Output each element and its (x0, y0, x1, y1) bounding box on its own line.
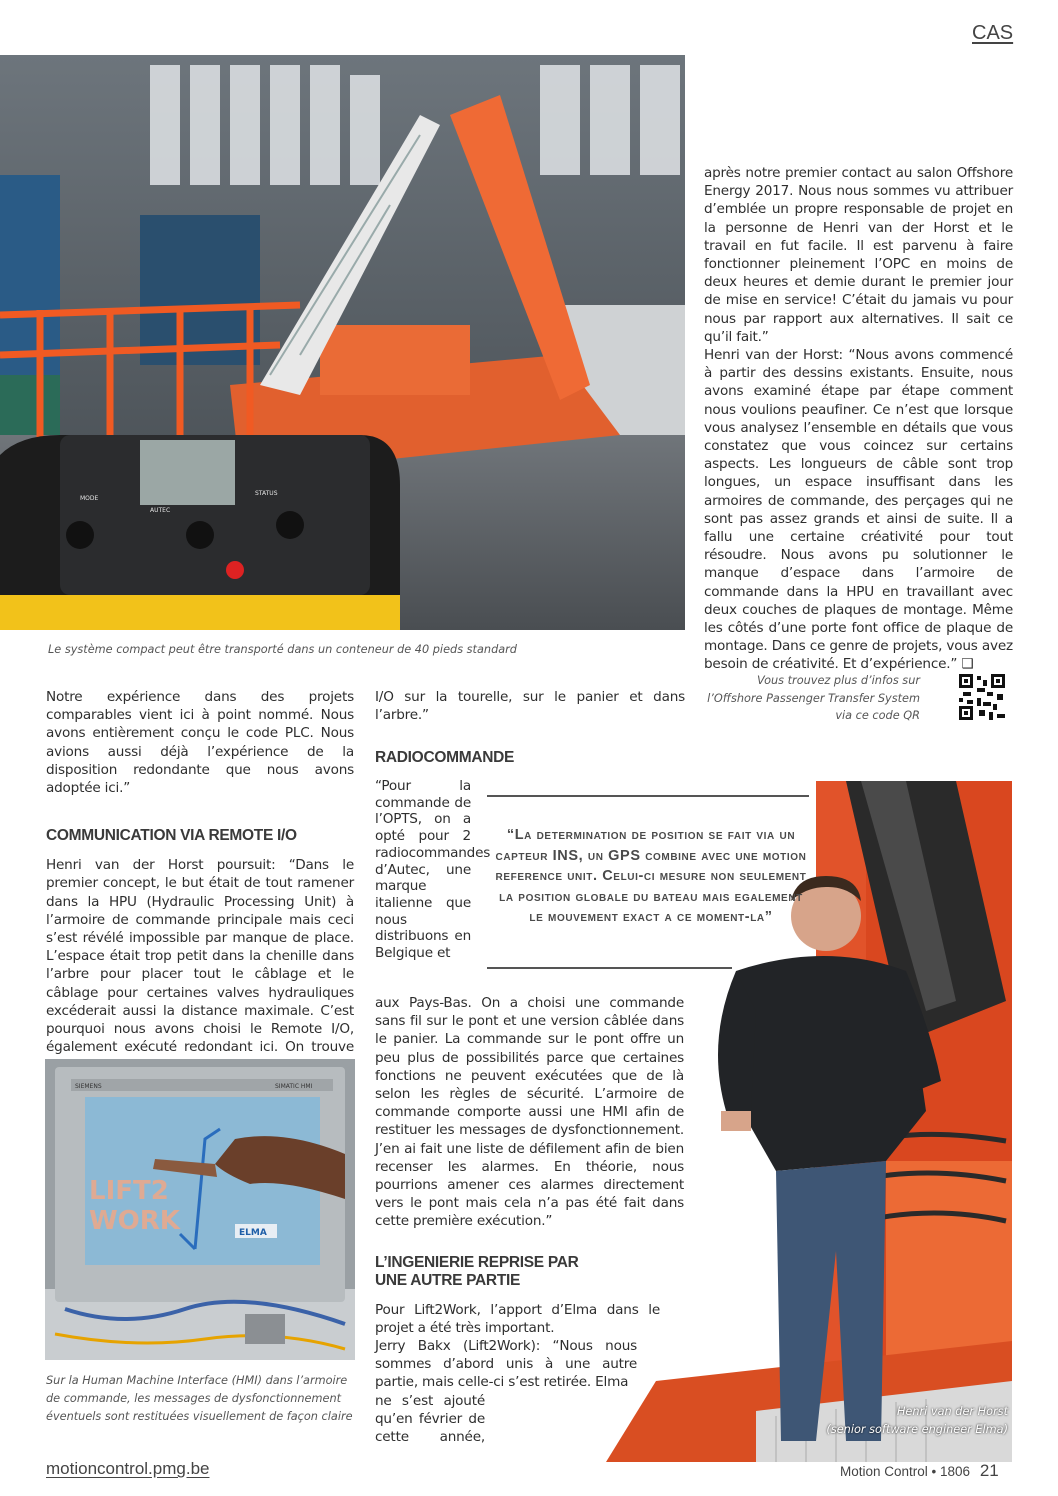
left-paragraph-1: Notre expérience dans des projets comparables vient ici à point nommé. Nous avons entièrement conçu le code PLC. Nous avions aussi déjà l’expérience de la disposition redondante que nous avons adoptée ici.” (46, 689, 354, 797)
middle-paragraph-3: Pour Lift2Work, l’apport d’Elma dans le projet a été très important. (375, 1302, 660, 1337)
pull-quote-top-rule (487, 795, 809, 797)
footer-magazine-label: Motion Control • 1806 (840, 1464, 971, 1479)
middle-paragraph-2-rest: aux Pays-Bas. On a choisi une commande sans fil sur le pont et une version câblée dans le panier. La commande sur le pont offre un peu plus de possibilités parce que certaines fonctions ne peuvent exécutées que de là selon les règles de sécurité. L’armoire de commande comporte aussi une HMI afin de restituer les messages de dysfonctionnement. J’en ai fait une liste de défilement afin de bien recenser les alarmes. En théorie, nous pourrions amener ces alarmes directement vers le pont mais cela n’a pas été fait dans cette première exécution.” (375, 995, 684, 1230)
person-caption (820, 1403, 1008, 1439)
qr-code-icon (959, 674, 1005, 720)
pull-quote: “La determination de position se fait via un capteur INS, un GPS combine avec une motion reference unit. Celui-ci mesure non seulement la position globale du bateau mais egalement le mouvement exact a ce moment-la” (495, 827, 807, 925)
person-caption-name: Henri van der Horst (896, 1405, 1008, 1418)
hmi-photo (45, 1059, 355, 1360)
hmi-logo-elma: ELMA (239, 1228, 267, 1238)
middle-paragraph-4: Jerry Bakx (Lift2Work): “Nous nous sommes d’abord unis à une autre partie, mais celle-ci s’est retirée. Elma (375, 1338, 637, 1391)
section-label: CAS (972, 22, 1014, 44)
left-paragraph-2: Henri van der Horst poursuit: “Dans le premier concept, le but était de tout ramener dans la HPU (Hydraulic Processing Unit) à l’armoire de commande principale mais ceci s’est révélé impossible par manque de place. L’espace était trop petit dans la chenille dans l’arbre pour placer tout le câblage et le câblage pour certaines valves hydrauliques excéderait aussi la distance maximale. C’est pourquoi nous avons choisi le Remote I/O, également exécuté redondant ici. On trouve (46, 857, 354, 1056)
footer-website[interactable]: motioncontrol.pmg.be (46, 1459, 210, 1478)
middle-paragraph-2-narrow: “Pour la commande de l’OPTS, on a opté pour 2 radiocommandes d’Autec, une marque italienne que nous distribuons en Belgique et (375, 778, 491, 962)
heading-ingenierie: L’INGENIERIE REPRISE PAR UNE AUTRE PARTIE (375, 1254, 579, 1289)
person-caption-role: (senior software engineer Elma) (826, 1423, 1008, 1436)
hmi-photo-caption: Sur la Human Machine Interface (HMI) dans l’armoire de commande, les messages de dysfonctionnement éventuels sont restituées visuellement de façon claire (46, 1374, 353, 1423)
remote-status-label: STATUS (255, 490, 278, 497)
hmi-logo-lift2: LIFT2 (89, 1176, 169, 1206)
right-column-text (704, 164, 1013, 674)
hmi-brand-simatic: SIMATIC HMI (275, 1083, 313, 1090)
crane-photo (0, 55, 685, 630)
middle-paragraph-4-tail: ne s’est ajouté qu’en février de cette année, (375, 1393, 485, 1446)
footer-magazine (840, 1461, 999, 1481)
heading-radiocommande: RADIOCOMMANDE (375, 749, 515, 766)
pull-quote-bottom-rule (487, 967, 732, 969)
right-paragraph-1: après notre premier contact au salon Offshore Energy 2017. Nous nous sommes vu attribuer d’emblée un propre responsable de projet en la personne de Henri van der Horst et le travail en fut facile. Il est parvenu à faire fonctionner pleinement l’OPC en moins de deux heures et demie durant le premier jour de mise en service! C’était du jamais vu pour nous par rapport aux alternatives. Il sait ce qu’il fait.” (704, 165, 1013, 345)
remote-brand-label: AUTEC (150, 507, 171, 514)
qr-caption: Vous trouvez plus d’infos sur l’Offshore Passenger Transfer System via ce code QR (707, 674, 920, 722)
crane-photo-caption: Le système compact peut être transporté dans un conteneur de 40 pieds standard (48, 643, 517, 656)
page-number: 21 (979, 1461, 999, 1480)
left-column-text (46, 688, 354, 1075)
end-mark: ❑ (961, 656, 974, 673)
remote-mode-label: MODE (80, 495, 99, 502)
middle-paragraph-1: I/O sur la tourelle, sur le panier et dans l’arbre.” (375, 689, 685, 724)
hmi-logo-work: WORK (89, 1206, 180, 1236)
right-paragraph-2: Henri van der Horst: “Nous avons commencé à partir des dessins existants. Ensuite, nous avons examiné étape par étape comment nous voulions peaufiner. Ce n’est que lorsque vous analysez l’ensemble en détails que vous constatez que vous coincez sur certains aspects. Les longueurs de câble sont trop longues, un espace insuffisant dans les armoires de commande, des perçages qui ne sont pas assez grands et ainsi de suite. Il a fallu une certaine créativité pour tout résoudre. Nous avons pu solutionner le manque d’espace dans l’armoire de commande dans la HPU en travaillant avec deux couches de plaques de montage. Même les côtés d’une porte font office de plaque de montage. Dans ce genre de projets, vous avez besoin de créativité. Et d’expérience.” ❑ (704, 347, 1013, 673)
hmi-brand-siemens: SIEMENS (75, 1083, 102, 1090)
heading-remote-io: COMMUNICATION VIA REMOTE I/O (46, 827, 297, 845)
